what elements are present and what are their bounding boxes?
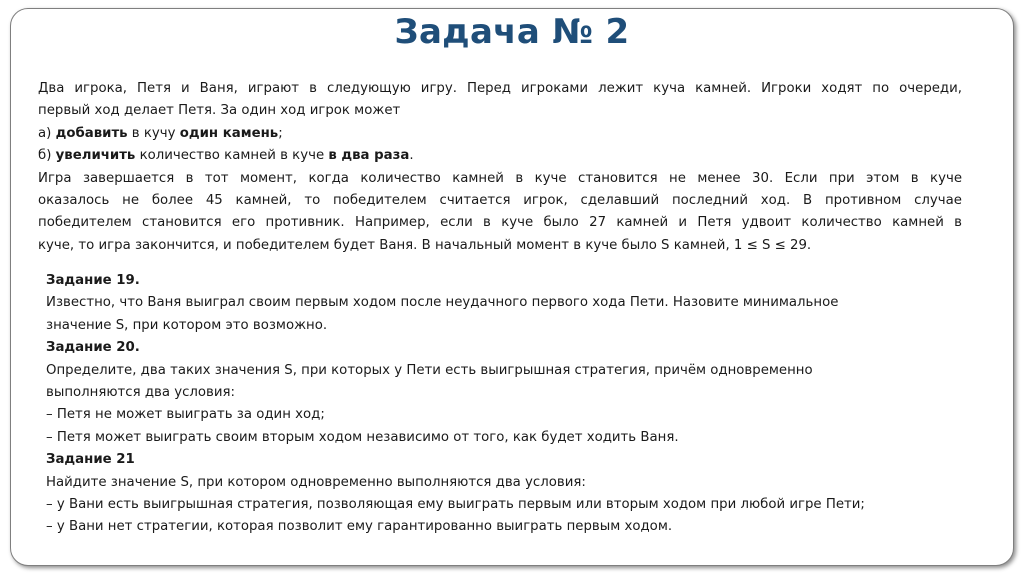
rules-line-1: Игра завершается в тот момент, когда количество камней в куче становится не менее 30. Если при этом в куче [38,170,962,186]
option-b-prefix: б) [38,148,56,164]
option-a-mid: в кучу [127,125,180,141]
option-b [38,145,962,167]
task-21-line-1: Найдите значение S, при котором одновременно выполняются два условия: [46,474,586,490]
task-list [46,270,966,539]
task-21 [46,449,966,539]
task-19-line-1: Известно, что Ваня выиграл своим первым ходом после неудачного первого хода Пети. Назовите минимальное [46,295,839,311]
task-19 [46,270,966,337]
slide-title: Задача № 2 [394,12,630,52]
option-a-bold-2: один камень [179,125,279,141]
option-a-suffix: ; [278,125,283,141]
task-20-line-2: выполняются два условия: [46,385,236,401]
option-a-prefix: а) [38,125,56,141]
rules-line-3: победителем становится его противник. Например, если в куче было 27 камней и Петя удвоит количество камней в [38,215,962,231]
rules-line-4: куче, то игра закончится, и победителем будет Ваня. В начальный момент в куче было S камней, 1 ≤ S ≤ 29. [38,237,812,253]
intro-line-1: Два игрока, Петя и Ваня, играют в следующую игру. Перед игроками лежит куча камней. Игроки ходят по очереди, [38,81,962,96]
intro-line-2: первый ход делает Петя. За один ход игрок может [38,103,401,119]
task-19-line-2: значение S, при котором это возможно. [46,317,328,333]
task-21-heading [46,449,966,471]
task-20-heading-text: Задание 20. [46,340,140,356]
task-21-condition-2: – у Вани нет стратегии, которая позволит ему гарантированно выиграть первым ходом. [46,519,673,535]
task-20-condition-1: – Петя не может выиграть за один ход; [46,407,325,423]
task-20-condition-2: – Петя может выиграть своим вторым ходом независимо от того, как будет ходить Ваня. [46,429,679,445]
option-a [38,123,962,145]
task-20-line-1: Определите, два таких значения S, при которых у Пети есть выигрышная стратегия, причём одновременно [46,362,813,378]
task-20-heading [46,337,966,359]
task-19-heading [46,270,966,292]
problem-statement [38,78,962,257]
task-21-heading-text: Задание 21 [46,452,135,468]
task-20 [46,337,966,449]
option-b-bold-2: в два раза [328,148,410,164]
option-b-suffix: . [409,148,414,164]
option-b-mid: количество камней в куче [135,148,329,164]
task-21-condition-1: – у Вани есть выигрышная стратегия, позволяющая ему выиграть первым или вторым ходом при любой игре Пети; [46,497,865,513]
rules-line-2: оказалось не более 45 камней, то победителем считается игрок, сделавший последний ход. В противном случае [38,193,962,209]
option-a-bold-1: добавить [55,125,128,141]
task-19-heading-text: Задание 19. [46,273,140,288]
option-b-bold-1: увеличить [55,148,136,164]
